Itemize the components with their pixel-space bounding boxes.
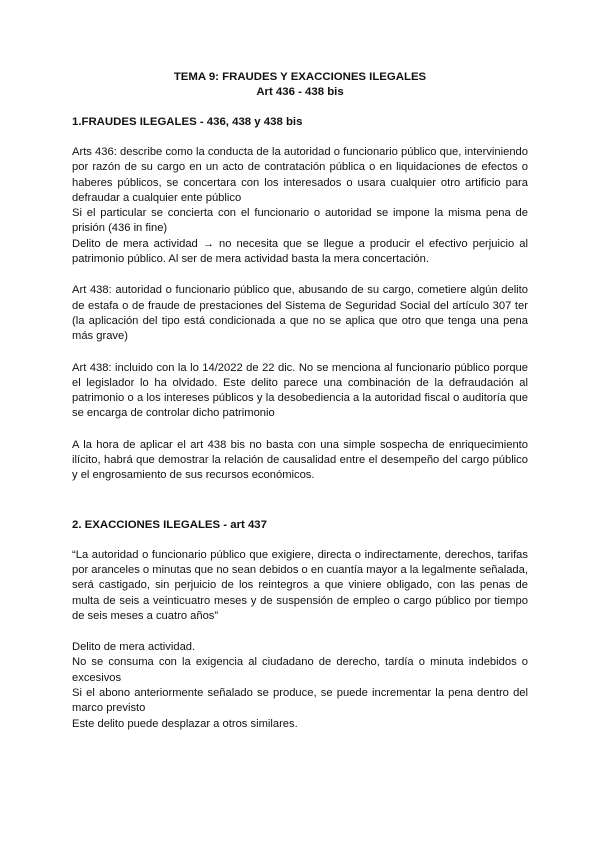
document-title: TEMA 9: FRAUDES Y EXACCIONES ILEGALES <box>173 71 427 83</box>
quote-art-437: “La autoridad o funcionario público que exigiere, directa o indirectamente, derechos, tarifas por aranceles o minutas que no sean debidos o en cuantía mayor a la legalmente señalada, será castigado, sin perjuicio de los reintegros a que viniere obligado, con las penas de multa de seis a veinticuatro meses y de suspensión de empleo o cargo público por tiempo de seis meses a cuatro años” <box>72 548 528 622</box>
paragraph-particular: Si el particular se concierta con el funcionario o autoridad se impone la misma pena de prisión (436 in fine) <box>72 207 528 235</box>
document-page <box>72 70 528 732</box>
paragraph-art-438: Art 438: autoridad o funcionario público que, abusando de su cargo, cometiere algún delito de estafa o de fraude de prestaciones del Sistema de Seguridad Social del artículo 307 ter (la aplicación del tipo está condicionada a que no se aplica que otro que tenga una pena más grave) <box>72 284 528 343</box>
paragraph-no-se-consuma: No se consuma con la exigencia al ciudadano de derecho, tardía o minuta indebidos o excesivos <box>72 656 528 684</box>
paragraph-art-438-lo: Art 438: incluido con la lo 14/2022 de 22 dic. No se menciona al funcionario público porque el legislador lo ha olvidado. Este delito parece una combinación de la defraudación al patrimonio o a los intereses públicos y la desobediencia a la autoridad fiscal o auditoría que se encarga de controlar dicho patrimonio <box>72 361 528 420</box>
section-heading-exacciones: 2. EXACCIONES ILEGALES - art 437 <box>72 518 267 531</box>
paragraph-art-436: Arts 436: describe como la conducta de la autoridad o funcionario público que, interviniendo por razón de su cargo en un acto de contratación pública o en liquidaciones de efectos o haberes públicos, se concertara con los interesados o usara cualquier otro artificio para defraudar a cualquier ente público <box>72 146 528 204</box>
section-heading-fraudes: 1.FRAUDES ILEGALES - 436, 438 y 438 bis <box>72 116 303 128</box>
paragraph-art-438-bis: A la hora de aplicar el art 438 bis no basta con una simple sospecha de enriquecimiento ilícito, habrá que demostrar la relación de causalidad entre el desempeño del cargo público y el engrosamiento de sus recursos económicos. <box>72 438 528 482</box>
paragraph-delito-mera-actividad: Delito de mera actividad. <box>72 641 196 654</box>
paragraph-mera-actividad: Delito de mera actividad → no necesita que se llegue a producir el efectivo perjuicio al patrimonio público. Al ser de mera actividad basta la mera concertación. <box>72 237 528 266</box>
document-subtitle: Art 436 - 438 bis <box>256 85 344 98</box>
paragraph-abono: Si el abono anteriormente señalado se produce, se puede incrementar la pena dentro del marco previsto <box>72 687 528 715</box>
paragraph-desplazar: Este delito puede desplazar a otros similares. <box>72 717 298 730</box>
